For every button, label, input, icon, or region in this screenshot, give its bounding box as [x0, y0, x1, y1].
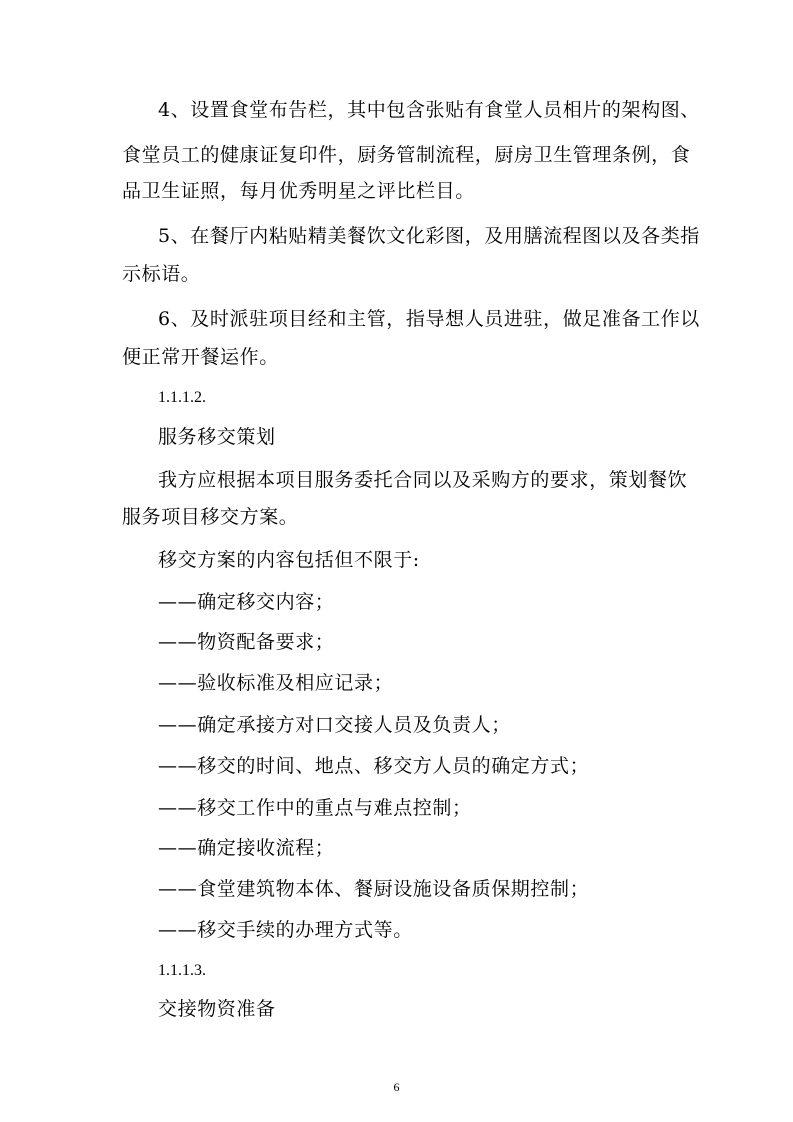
list-item: ——验收标准及相应记录； [158, 672, 394, 694]
page-number: 6 [393, 1080, 400, 1094]
intro-line-2: 服务项目移交方案。 [122, 506, 299, 528]
list-item: ——移交手续的办理方式等。 [158, 919, 413, 941]
section-number-1112: 1.1.1.2. [158, 389, 206, 406]
list-item: ——食堂建筑物本体、餐厨设施设备质保期控制； [158, 878, 590, 900]
section-number-1113: 1.1.1.3. [158, 962, 206, 979]
list-item: ——移交的时间、地点、移交方人员的确定方式； [158, 755, 590, 777]
paragraph-4-line-3: 品卫生证照，每月优秀明星之评比栏目。 [122, 180, 475, 202]
list-item: ——物资配备要求； [158, 631, 335, 653]
list-item: ——确定接收流程； [158, 837, 335, 859]
list-item: ——移交工作中的重点与难点控制； [158, 797, 472, 819]
list-intro: 移交方案的内容包括但不限于: [158, 549, 420, 571]
paragraph-6-line-2: 便正常开餐运作。 [122, 346, 279, 368]
paragraph-4-line-2: 食堂员工的健康证复印件，厨务管制流程，厨房卫生管理条例，食 [122, 144, 691, 166]
intro-line-1: 我方应根据本项目服务委托合同以及采购方的要求，策划餐饮 [158, 469, 688, 491]
section-title-1113: 交接物资准备 [158, 998, 276, 1020]
list-item: ——确定承接方对口交接人员及负责人； [158, 714, 511, 736]
paragraph-6-line-1: 6、及时派驻项目经和主管，指导想人员进驻，做足准备工作以 [158, 308, 700, 330]
paragraph-5-line-2: 示标语。 [122, 263, 201, 285]
section-title-1112: 服务移交策划 [158, 426, 276, 448]
list-item: ——确定移交内容； [158, 591, 335, 613]
paragraph-4-line-1: 4、设置食堂布告栏，其中包含张贴有食堂人员相片的架构图、 [158, 99, 700, 121]
paragraph-5-line-1: 5、在餐厅内粘贴精美餐饮文化彩图，及用膳流程图以及各类指 [158, 225, 700, 247]
